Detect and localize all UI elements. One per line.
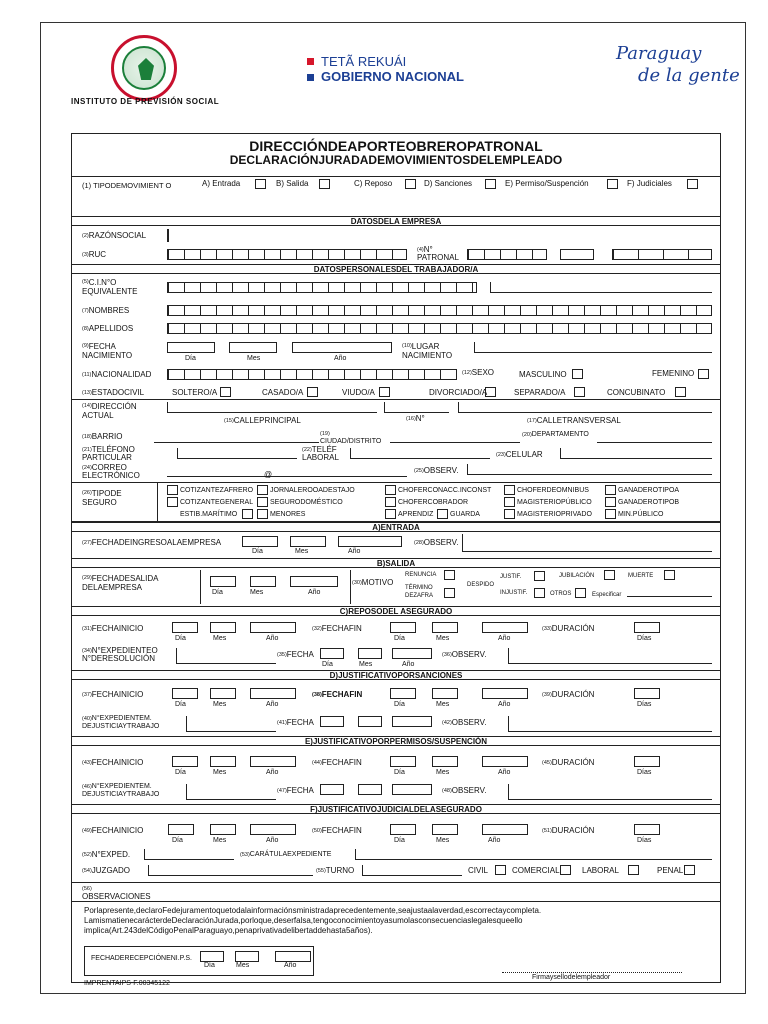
label-fecha-ingreso: FECHADEINGRESOALAEMPRESA [91,538,222,547]
cb-seg-chofer-cobrador[interactable] [385,497,396,507]
cap-ano-p2: Año [498,769,511,776]
at-symbol: @ [264,470,273,479]
ciudad-input[interactable] [390,442,520,443]
label-tel-laboral: TELÉF LABORAL [302,445,339,462]
label-jubilacion: JUBILACIÓN [559,573,595,579]
label-nacionalidad: NACIONALIDAD [91,370,152,379]
cap-mes-p1: Mes [213,769,227,776]
cap-ano-r1: Año [266,635,279,642]
cb-muerte[interactable] [664,570,675,580]
observ-sanc-input[interactable] [508,716,712,732]
perm-ini-ano[interactable] [250,756,296,767]
salida-ano[interactable] [290,576,338,587]
seg-jornalero: JORNALEROOADESTAJO [270,487,355,494]
cb-seg-aprendiz[interactable] [385,509,396,519]
checkbox-soltero[interactable] [220,387,231,397]
patronal-input-b[interactable] [560,249,594,260]
cap-dias-j: Días [637,837,652,844]
perm-fin-dia[interactable] [390,756,416,767]
label-observ-perm: OBSERV. [451,786,487,795]
sanc-f-dia[interactable] [320,716,344,727]
seg-mag-publico: MAGISTERIOPÚBLICO [517,499,592,506]
label-turno: TURNO [325,866,355,875]
cb-comercial[interactable] [560,865,571,875]
jud-ini-ano[interactable] [250,824,296,835]
label-expediente-sanc: N°EXPEDIENTEM. DEJUSTICIAYTRABAJO [82,715,160,730]
label-separado: SEPARADO/A [514,388,566,397]
section-reposo: C)REPOSODEL ASEGURADO [72,606,720,616]
form-subtitle: DECLARACIÓNJURADADEMOVIMIENTOSDELEMPLEADO [229,153,563,167]
reposo-fin-mes[interactable] [432,622,458,633]
recep-dia[interactable] [200,951,224,962]
seg-guarda: GUARDA [450,511,480,518]
label-direccion: DIRECCIÓN ACTUAL [82,402,137,420]
cap-ano-j2: Año [488,837,501,844]
label-soltero: SOLTERO/A [172,388,218,397]
cb-seg-guarda[interactable] [437,509,448,519]
expediente-sanc-input[interactable] [186,716,276,732]
sanc-fin-ano[interactable] [482,688,528,699]
ruc-input[interactable] [167,249,407,260]
label-expediente-perm: N°EXPEDIENTEM. DEJUSTICIAYTRABAJO [82,783,160,798]
cap-dia-j1: Día [172,837,183,844]
label-observ-entrada: OBSERV. [423,538,459,547]
barrio-input[interactable] [154,442,319,443]
cap-dia-r1: Día [175,635,186,642]
mov-a: A) Entrada [202,179,241,188]
cap-ano-r2: Año [498,635,511,642]
checkbox-viudo[interactable] [379,387,390,397]
cap-mes-rec: Mes [236,962,250,969]
patronal-input-a[interactable] [467,249,547,260]
label-fecha-inicio-reposo: FECHAINICIO [91,624,144,633]
section-sanciones: D)JUSTIFICATIVOPORSANCIONES [72,670,720,680]
cb-termino[interactable] [444,588,455,598]
label-laboral: LABORAL [582,866,619,875]
label-civil: CIVIL [468,866,489,875]
section-salida: B)SALIDA [72,558,720,568]
reposo-f-mes[interactable] [358,648,382,659]
label-ci: C.I.N°O EQUIVALENTE [82,278,138,296]
observ-perm-input[interactable] [508,784,712,800]
section-judicial: F)JUSTIFICATIVOJUDICIALDELASEGURADO [72,804,720,814]
label-fecha-nac: FECHA NACIMIENTO [82,342,133,360]
checkbox-casado[interactable] [307,387,318,397]
tel-laboral-input[interactable] [350,448,490,459]
seg-ganadero-b: GANADEROTIPOB [618,499,680,506]
cap-dias-r: Días [637,635,652,642]
sanc-ini-dia[interactable] [172,688,198,699]
label-juzgado: JUZGADO [91,866,131,875]
label-patronal: N° PATRONAL [417,245,459,262]
ingreso-mes[interactable] [290,536,326,547]
cb-seg-mag-privado[interactable] [504,509,515,519]
label-razon-social: RAZÓNSOCIAL [88,231,147,240]
cap-dias-p: Días [637,769,652,776]
cap-dia-rec: Día [204,962,215,969]
cb-laboral[interactable] [628,865,639,875]
cap-mes-r3: Mes [359,661,373,668]
perm-f-dia[interactable] [320,784,344,795]
juzgado-input[interactable] [148,865,313,876]
label-tel-particular: TELÉFONO PARTICULAR [82,445,135,462]
seg-chofer-cobrador: CHOFERCOBRADOR [398,499,469,506]
label-fecha-inicio-perm: FECHAINICIO [91,758,144,767]
cap-ano-r3: Año [402,661,415,668]
razon-social-input[interactable] [167,229,712,242]
recep-mes[interactable] [235,951,259,962]
sanc-fin-mes[interactable] [432,688,458,699]
ingreso-ano[interactable] [338,536,402,547]
form-title: DIRECCIÓNDEAPORTEOBREROPATRONAL [249,138,543,154]
label-duracion-reposo: DURACIÓN [551,624,595,633]
label-observaciones: OBSERVACIONES [82,892,151,901]
label-muerte: MUERTE [628,573,654,579]
checkbox-reposo[interactable] [405,179,416,189]
label-femenino: FEMENINO [652,369,695,378]
label-recepcion: FECHADERECEPCIÓNENI.P.S. [91,955,193,962]
declaration-form: DIRECCIÓNDEAPORTEOBREROPATRONAL DECLARACIÓNJURADADEMOVIMIENTOSDELEMPLEADO (1) TIPODEMOVIMIENT O A) Entrada B) Salida C) Reposo D) Sanciones E) Permiso/Suspención F) Judiciales DATOSDELA EMPRESA $^{(2)}$RAZÓNSOCIAL $^{(3)}$RUC $^{(4)}$N° PATRONAL DATOSPERSONALESDEL TRABAJADOR/A $^{(5)}$C.I.N°O EQUIVALENTE $^{(7)}$NOMBRES $^{(8)}$APELLIDOS $^{(9)}$FECHA NACIMIENTO Día Mes Año $^{(10)}$LUGAR NACIMIENTO $^{(11)}$NACIONALIDAD $^{(12)}$SEXO MASCULINO FEMENINO $^{(13)}$ESTADOCIVIL SOLTERO/A CASADO/A VIUDO/A DIVORCIADO/A SEPARADO/A CONCUBINATO $^{(14)}$DIRECCIÓN ACTUAL $^{(15)}$CALLEPRINCIPAL $^{(16)}$N° $^{(17)}$CALLETRANSVERSAL $^{(18)}$BARRIO $^{(19)}$ CIUDAD/DISTRITO $^{(20)}$DEPARTAMENTO $^{(21)}$TELÉFONO PARTICULAR $^{(22)}$TELÉF LABORAL $^{(23)}$CELULAR $^{(24)}$CORREO ELECTRÓNICO @ $^{(25)}$OBSERV. $^{(26)}$TIPODE SEGURO COTIZANTEZAFRERO JORNALEROOADESTAJO CHOFERCONACC.INCONST CHOFERDEOMNIBUS GANADEROTIPOA COTIZANTEGENERAL SEGURODOMÉSTICO CHOFERCOBRADOR MAGISTERIOPÚBLICO GANADEROTIPOB ESTIB.MARÍTIMO MENORES APRENDIZ GUARDA MAGISTERIOPRIVADO MIN.PÚBLICO A)ENTRADA $^{(27)}$FECHADEINGRESOALAEMPRESA Día Mes Año $^{(28)}$OBSERV. B)SALIDA $^{(29)}$FECHADESALIDA DELAEMPRESA Día Mes Año $^{(30)}$MOTIVO RENUNCIA TÉRMINO DEZAFRA DESPIDO JUSTIF. INJUSTIF. JUBILACIÓN MUERTE OTROS Especificar C)REPOSODEL ASEGURADO $^{(31)}$FECHAINICIO Día Mes Año $^{(32)}$FECHAFIN Día Mes Año $^{(33)}$DURACIÓN Días $^{(34)}$N°EXPEDIENTEO N°DERESOLUCIÓN $^{(35)}$FECHA Día Mes Año $^{(36)}$OBSERV. D)JUSTIFICATIVOPORSANCIONES $^{(37)}$FECHAINICIO Día Mes Año $^{(38)}$FECHAFIN Día Mes Año $^{(39)}$DURACIÓN Días $^{(40)}$N°EXPEDIENTEM. DEJUSTICIAYTRABAJO $^{(41)}$FECHA $^{(42)}$OBSERV. E)JUSTIFICATIVOPORPERMISOS/SUSPENCIÓN $^{(43)}$FECHAINICIO Día Mes Año $^{(44)}$FECHAFIN Día Mes Año $^{(45)}$DURACIÓN Días $^{(46)}$N°EXPEDIENTEM. DEJUSTICIAYTRABAJO $^{(47)}$FECHA $^{(48)}$OBSERV. F)JUSTIFICATIVOJUDICIALDELASEGURADO $^{(49)}$FECHAINICIO Día Mes Año $^{(50)}$FECHAFIN Día Mes Año $^{(51)}$DURACIÓN Días $^{(52)}$N°EXPED. $^{(53)}$CARÁTULAEXPEDIENTE $^{(54)}$JUZGADO $^{(55)}$TURNO CIVIL COMERCIAL LABORAL PENAL $^{(56)}$ OBSERVACIONES Porlapresente,declaroFedejuramentoquetodalainformaciónsministradaprecedentemente,seajustaalaverdad,escorrectaycompleta. LamismatienecarácterdeDeclaraciónJurada,porloque,deserfalsa,tengoconocimientoyasumolasconsecuenciaslegalesqueello implica(Art.243delCódigoPenalParaguayo,penaprivativadelibertaddehasta5años). FECHADERECEPCIÓNENI.P.S. Día Mes Año Firmaysellodelempleador IMPRENTAIPS-F.00345122 [71,133,721,983]
nac-dia[interactable] [167,342,215,353]
calle-transversal-input[interactable] [458,402,712,413]
jud-ini-dia[interactable] [168,824,194,835]
cb-seg-estib[interactable] [242,509,253,519]
observ-input[interactable] [467,464,712,475]
seg-domestico: SEGURODOMÉSTICO [270,499,343,506]
label-calle-transversal: CALLETRANSVERSAL [536,416,621,425]
observ-reposo-input[interactable] [508,648,712,664]
cap-dia-s2: Día [394,701,405,708]
cap-ano: Año [334,355,347,362]
checkbox-concubinato[interactable] [675,387,686,397]
label-observ: OBSERV. [423,466,459,475]
seg-chofer-omnibus: CHOFERDEOMNIBUS [517,487,589,494]
turno-input[interactable] [362,865,462,876]
cap-dia-s1: Día [175,701,186,708]
cap-dia-j2: Día [394,837,405,844]
cap-mes: Mes [247,355,261,362]
label-ruc: RUC [88,250,107,259]
sanc-fin-dia[interactable] [390,688,416,699]
nac-ano[interactable] [292,342,392,353]
legal-line-1: Porlapresente,declaroFedejuramentoquetodalainformaciónsministradaprecedentemente,seajustaalaverdad,escorrectaycompleta. [84,906,542,915]
mov-d: D) Sanciones [424,179,473,188]
cb-seg-zafrero[interactable] [167,485,178,495]
ips-seal-logo [111,35,177,101]
cap-ano-p1: Año [266,769,279,776]
label-divorciado: DIVORCIADO/A [429,388,488,397]
cap-dia: Día [185,355,196,362]
label-fecha-fin-reposo: FECHAFIN [321,624,362,633]
cap-mes-r1: Mes [213,635,227,642]
ci-input[interactable] [167,282,477,293]
nac-mes[interactable] [229,342,277,353]
checkbox-judiciales[interactable] [687,179,698,189]
checkbox-divorciado[interactable] [485,387,496,397]
expediente-jud-input[interactable] [144,849,234,860]
section-empresa: DATOSDELA EMPRESA [72,216,720,226]
slogan-line1: Paraguay [616,43,702,64]
cb-justif[interactable] [534,571,545,581]
tel-particular-input[interactable] [177,448,297,459]
cap-mes-r2: Mes [436,635,450,642]
label-viudo: VIUDO/A [342,388,375,397]
label-fecha-sanc: FECHA [286,718,314,727]
perm-ini-dia[interactable] [172,756,198,767]
gov-line1: TETÃ REKUÁI [321,54,407,69]
label-fecha-salida: FECHADESALIDA DELAEMPRESA [82,574,159,592]
cap-dia-p2: Día [394,769,405,776]
cap-ano-s2: Año [498,701,511,708]
recepcion-box [84,946,314,976]
label-duracion-perm: DURACIÓN [551,758,595,767]
section-entrada: A)ENTRADA [72,522,720,532]
cap-ano-rec: Año [284,962,297,969]
seg-mag-privado: MAGISTERIOPRIVADO [517,511,592,518]
label-comercial: COMERCIAL [512,866,560,875]
label-penal: PENAL [657,866,684,875]
label-ciudad: CIUDAD/DISTRITO [320,438,382,445]
mov-f: F) Judiciales [627,179,672,188]
label-fecha-inicio-sanc: FECHAINICIO [91,690,144,699]
checkbox-separado[interactable] [574,387,585,397]
checkbox-salida[interactable] [319,179,330,189]
cb-seg-general[interactable] [167,497,178,507]
perm-f-mes[interactable] [358,784,382,795]
perm-ini-mes[interactable] [210,756,236,767]
jud-ini-mes[interactable] [210,824,236,835]
cap-mes-ingreso: Mes [295,548,309,555]
cap-dia-salida: Día [212,589,223,596]
expediente-perm-input[interactable] [186,784,276,800]
cb-otros[interactable] [575,588,586,598]
cb-penal[interactable] [684,865,695,875]
checkbox-masculino[interactable] [572,369,583,379]
cap-ano-s1: Año [266,701,279,708]
cap-ano-j1: Año [266,837,279,844]
jud-fin-mes[interactable] [432,824,458,835]
cap-mes-j1: Mes [213,837,227,844]
label-numero: N° [415,414,425,423]
label-masculino: MASCULINO [519,370,567,379]
cb-seg-ganadero-a[interactable] [605,485,616,495]
label-fecha-inicio-jud: FECHAINICIO [91,826,144,835]
label-casado: CASADO/A [262,388,304,397]
flag-blue-square [307,74,314,81]
apellidos-input[interactable] [167,323,712,334]
cap-mes-j2: Mes [436,837,450,844]
reposo-f-dia[interactable] [320,648,344,659]
label-renuncia: RENUNCIA [405,572,437,578]
cb-civil[interactable] [495,865,506,875]
departamento-input[interactable] [597,442,712,443]
cb-jubilacion[interactable] [604,570,615,580]
label-correo: CORREO ELECTRÓNICO [82,463,140,480]
perm-fin-ano[interactable] [482,756,528,767]
nombres-input[interactable] [167,305,712,316]
celular-input[interactable] [560,448,712,459]
salida-dia[interactable] [210,576,236,587]
jud-fin-dia[interactable] [390,824,416,835]
cb-seg-jornalero[interactable] [257,485,268,495]
cap-ano-ingreso: Año [348,548,361,555]
label-despido: DESPIDO [467,582,495,588]
numero-input[interactable] [384,402,449,413]
jud-fin-ano[interactable] [482,824,528,835]
label-caratula: CARÁTULAEXPEDIENTE [249,851,332,858]
label-observ-reposo: OBSERV. [451,650,487,659]
slogan-logo [616,43,740,87]
sanc-ini-mes[interactable] [210,688,236,699]
flag-red-square [307,58,314,65]
label-lugar-nac: LUGAR NACIMIENTO [402,342,453,360]
cb-seg-mag-publico[interactable] [504,497,515,507]
imprenta-code: IMPRENTAIPS-F.00345122 [84,980,170,987]
firma-line[interactable] [502,972,682,973]
label-apellidos: APELLIDOS [88,324,134,333]
label-tipo-seguro: TIPODE SEGURO [82,489,122,507]
checkbox-entrada[interactable] [255,179,266,189]
reposo-f-ano[interactable] [392,648,432,659]
perm-duracion[interactable] [634,756,660,767]
label-calle-principal: CALLEPRINCIPAL [233,416,301,425]
label-termino: TÉRMINO DEZAFRA [405,585,434,599]
expediente-reposo-input[interactable] [176,648,276,664]
cap-dias-s: Días [637,701,652,708]
label-fecha-perm: FECHA [286,786,314,795]
legal-line-2: LamismatienecarácterdeDeclaraciónJurada,porloque,deserfalsa,tengoconocimientoyasumolasconsecuenciaslegalesqueello [84,916,523,925]
ingreso-dia[interactable] [242,536,278,547]
cb-seg-chofer-acc[interactable] [385,485,396,495]
reposo-ini-ano[interactable] [250,622,296,633]
cb-seg-menores[interactable] [257,509,268,519]
label-concubinato: CONCUBINATO [607,388,666,397]
jud-duracion[interactable] [634,824,660,835]
cap-dia-r2: Día [394,635,405,642]
reposo-duracion[interactable] [634,622,660,633]
header [41,23,745,133]
label-especificar: Especificar [592,592,622,598]
label-observ-sanc: OBSERV. [451,718,487,727]
reposo-ini-mes[interactable] [210,622,236,633]
reposo-fin-ano[interactable] [482,622,528,633]
section-permisos: E)JUSTIFICATIVOPORPERMISOS/SUSPENCIÓN [72,736,720,746]
label-duracion-jud: DURACIÓN [551,826,595,835]
seg-ganadero-a: GANADEROTIPOA [618,487,680,494]
calle-principal-input[interactable] [167,402,377,413]
patronal-input-c[interactable] [612,249,712,260]
seg-estib: ESTIB.MARÍTIMO [180,511,238,518]
label-celular: CELULAR [505,450,543,459]
slogan-line2: de la gente [638,65,740,86]
perm-f-ano[interactable] [392,784,432,795]
label-justif: JUSTIF. [500,574,522,580]
checkbox-sanciones[interactable] [485,179,496,189]
seg-aprendiz: APRENDIZ [398,511,434,518]
mov-b: B) Salida [276,179,309,188]
cb-seg-chofer-omnibus[interactable] [504,485,515,495]
label-departamento: DEPARTAMENTO [531,431,589,438]
reposo-fin-dia[interactable] [390,622,416,633]
sanc-f-ano[interactable] [392,716,432,727]
sanc-duracion[interactable] [634,688,660,699]
cb-seg-ganadero-b[interactable] [605,497,616,507]
seg-min-publico: MIN.PÚBLICO [618,511,664,518]
label-expediente-reposo: N°EXPEDIENTEO N°DERESOLUCIÓN [82,646,158,663]
sanc-ini-ano[interactable] [250,688,296,699]
cap-dia-p1: Día [175,769,186,776]
label-fecha-fin-sanc: FECHAFIN [321,690,363,699]
cb-injustif[interactable] [534,588,545,598]
label-nombres: NOMBRES [88,306,130,315]
institution-name: INSTITUTO DE PREVISIÓN SOCIAL [71,97,220,106]
caratula-input[interactable] [355,849,712,860]
label-fecha-fin-jud: FECHAFIN [321,826,362,835]
cap-mes-p2: Mes [436,769,450,776]
label-otros: OTROS [550,591,572,597]
cap-mes-s2: Mes [436,701,450,708]
sanc-f-mes[interactable] [358,716,382,727]
cap-ano-salida: Año [308,589,321,596]
reposo-ini-dia[interactable] [172,622,198,633]
label-firma: Firmaysellodelempleador [532,974,611,981]
form-page [40,22,746,994]
salida-mes[interactable] [250,576,276,587]
label-estado-civil: ESTADOCIVIL [91,388,145,397]
checkbox-permiso[interactable] [607,179,618,189]
label-injustif: INJUSTIF. [500,590,528,596]
lugar-nac-input[interactable] [474,342,712,353]
cb-seg-min-publico[interactable] [605,509,616,519]
label-motivo: MOTIVO [361,578,394,587]
label-barrio: BARRIO [91,432,123,441]
label-sexo: SEXO [471,368,495,377]
checkbox-femenino[interactable] [698,369,709,379]
label-fecha-reposo: FECHA [286,650,314,659]
mov-e: E) Permiso/Suspención [505,179,589,188]
label-duracion-sanc: DURACIÓN [551,690,595,699]
cap-dia-r3: Día [322,661,333,668]
label-expediente-jud: N°EXPED. [91,850,131,859]
section-personal: DATOSPERSONALESDEL TRABAJADOR/A [72,264,720,274]
correo-input[interactable] [167,476,407,477]
cb-seg-domestico[interactable] [257,497,268,507]
observ-entrada-input[interactable] [462,534,712,552]
seg-general: COTIZANTEGENERAL [180,499,254,506]
cap-mes-s1: Mes [213,701,227,708]
perm-fin-mes[interactable] [432,756,458,767]
ci-extra-input[interactable] [490,282,712,293]
label-fecha-fin-perm: FECHAFIN [321,758,362,767]
mov-c: C) Reposo [354,179,393,188]
recep-ano[interactable] [275,951,311,962]
seg-zafrero: COTIZANTEZAFRERO [180,487,254,494]
seg-menores: MENORES [270,511,306,518]
gov-line2: GOBIERNO NACIONAL [321,69,464,84]
nacionalidad-input[interactable] [167,369,457,380]
especificar-input[interactable] [627,596,712,597]
seg-chofer-acc: CHOFERCONACC.INCONST [398,487,492,494]
cb-renuncia[interactable] [444,570,455,580]
label-tipo-movimiento: (1) TIPODEMOVIMIENT O [82,181,172,190]
legal-line-3: implica(Art.243delCódigoPenalParaguayo,penaprivativadelibertaddehasta5años). [84,926,373,935]
cap-dia-ingreso: Día [252,548,263,555]
cap-mes-salida: Mes [250,589,264,596]
